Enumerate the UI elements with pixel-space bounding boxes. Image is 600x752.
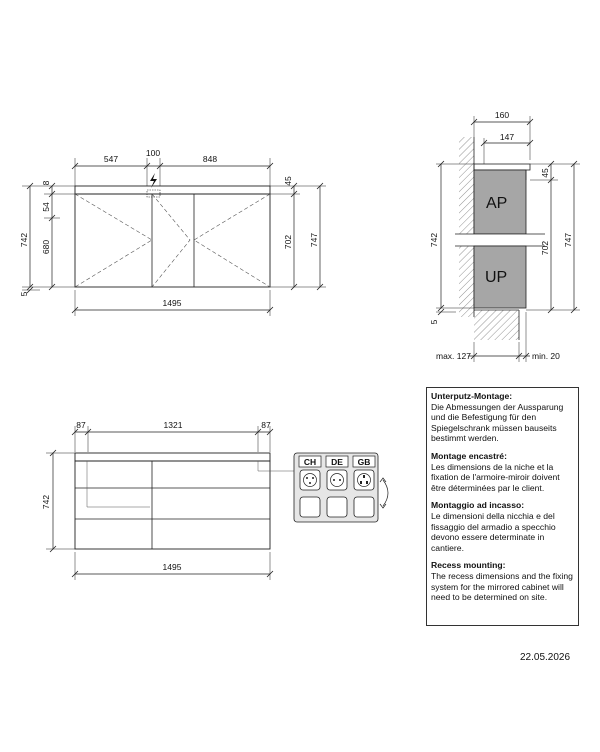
curved-arrow-icon (380, 478, 388, 508)
note-text: Les dimensions de la niche et la fixation de l'armoire-miroir doivent être déterminées par le client. (431, 461, 560, 493)
dim-747-side: 747 (563, 232, 573, 248)
note-it (431, 500, 574, 553)
note-heading: Montaggio ad incasso: (431, 500, 525, 511)
dim-742-side: 742 (429, 232, 439, 248)
dim-702: 702 (283, 234, 293, 250)
socket-label-gb: GB (357, 457, 371, 467)
note-text: The recess dimensions and the fixing system for the mirrored cabinet will need to be determined on site. (431, 570, 573, 603)
dim-160: 160 (494, 110, 510, 120)
cabinet-top-strip (75, 186, 270, 194)
dim-max-127: max. 127 (436, 351, 471, 361)
dim-100: 100 (145, 148, 161, 158)
dim-1495: 1495 (162, 298, 182, 308)
dim-5: 5 (19, 291, 29, 297)
dim-702-side: 702 (540, 240, 550, 256)
dim-min-20: min. 20 (532, 351, 560, 361)
dim-54: 54 (41, 202, 51, 212)
dim-742: 742 (19, 232, 29, 248)
mounting-notes (426, 387, 579, 626)
label-ap: AP (486, 195, 508, 212)
dim-45-side: 45 (540, 168, 550, 178)
note-heading: Unterputz-Montage: (431, 391, 513, 401)
note-heading: Montage encastré: (431, 450, 507, 461)
front-view (19, 148, 326, 316)
socket-ch-icon (300, 470, 320, 490)
bottom-view (41, 420, 388, 580)
note-fr (431, 451, 574, 493)
socket-label-de: DE (331, 457, 343, 467)
dim-742-bottom: 742 (41, 494, 51, 510)
note-en (431, 560, 574, 602)
note-text: Die Abmessungen der Aussparung und die Befestigung für den Spiegelschrank müssen bauseits bestimmt werden. (431, 401, 564, 444)
dim-547: 547 (103, 154, 119, 164)
dim-1495-bottom: 1495 (162, 562, 182, 572)
drawing-date: 22.05.2026 (520, 652, 571, 663)
socket-de-icon (327, 470, 347, 490)
note-de (431, 391, 574, 444)
dim-848: 848 (202, 154, 218, 164)
dim-5-side: 5 (429, 319, 439, 325)
dim-87-right: 87 (261, 420, 271, 430)
dim-747: 747 (309, 232, 319, 248)
cabinet-bottom-view (75, 461, 270, 549)
dim-87-left: 87 (76, 420, 86, 430)
socket-label-ch: CH (303, 457, 317, 467)
dim-45: 45 (283, 176, 293, 186)
side-view (429, 110, 580, 362)
note-text: Le dimensioni della nicchia e del fissaggio del armadio a specchio devono essere determinate in cantiere. (431, 510, 556, 553)
socket-gb-icon (354, 470, 374, 490)
dim-680: 680 (41, 239, 51, 255)
dim-1321: 1321 (163, 420, 183, 430)
label-up: UP (485, 269, 508, 286)
dim-8: 8 (41, 180, 51, 186)
cabinet-front (75, 194, 270, 287)
dim-147: 147 (499, 132, 515, 142)
note-heading: Recess mounting: (431, 560, 506, 571)
